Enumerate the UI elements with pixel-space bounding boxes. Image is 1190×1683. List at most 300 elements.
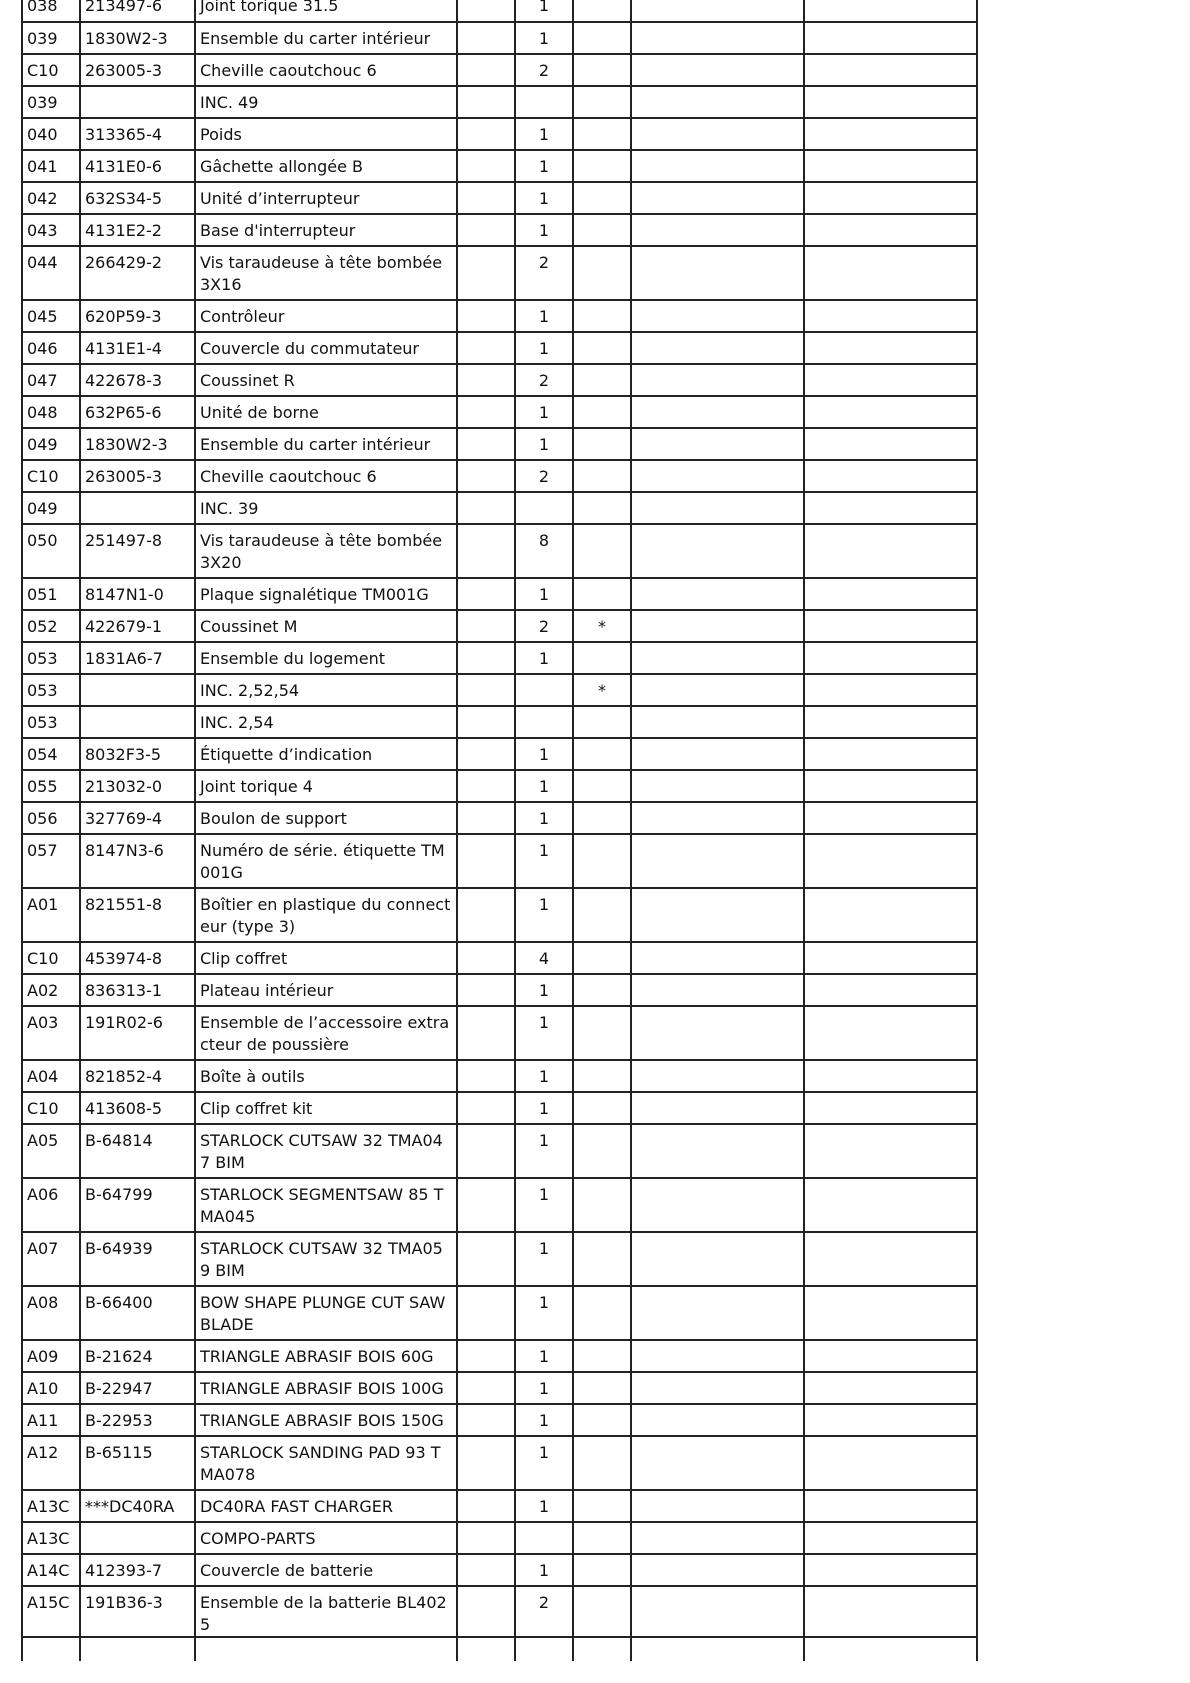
empty-cell (631, 802, 804, 834)
note-mark-cell (573, 332, 631, 364)
quantity-cell: 2 (515, 1586, 573, 1637)
quantity-cell: 1 (515, 332, 573, 364)
empty-cell (804, 118, 977, 150)
ref-cell (22, 1637, 80, 1661)
empty-cell (631, 610, 804, 642)
empty-cell (804, 214, 977, 246)
note-mark-cell (573, 1124, 631, 1178)
table-row (22, 610, 977, 642)
ref-cell: 044 (22, 246, 80, 300)
ref-cell: 048 (22, 396, 80, 428)
table-row (22, 888, 977, 942)
ref-cell: 039 (22, 86, 80, 118)
ref-cell: 039 (22, 22, 80, 54)
part-number-cell: 8147N3-6 (80, 834, 195, 888)
part-number-cell: 266429-2 (80, 246, 195, 300)
ref-cell: A07 (22, 1232, 80, 1286)
empty-cell (457, 674, 515, 706)
empty-cell (457, 642, 515, 674)
description-cell: Boulon de support (195, 802, 457, 834)
empty-cell (631, 1436, 804, 1490)
empty-cell (804, 1372, 977, 1404)
part-number-cell: 8147N1-0 (80, 578, 195, 610)
table-row (22, 834, 977, 888)
note-mark-cell (573, 1092, 631, 1124)
empty-cell (631, 1006, 804, 1060)
ref-cell: A11 (22, 1404, 80, 1436)
description-cell: Vis taraudeuse à tête bombée 3X20 (195, 524, 457, 578)
note-mark-cell (573, 1404, 631, 1436)
description-cell: Ensemble de l’accessoire extracteur de poussière (195, 1006, 457, 1060)
description-cell: Cheville caoutchouc 6 (195, 54, 457, 86)
empty-cell (631, 460, 804, 492)
description-cell: STARLOCK SANDING PAD 93 TMA078 (195, 1436, 457, 1490)
note-mark-cell: * (573, 610, 631, 642)
quantity-cell: 1 (515, 1232, 573, 1286)
part-number-cell: B-21624 (80, 1340, 195, 1372)
empty-cell (457, 1436, 515, 1490)
empty-cell (804, 246, 977, 300)
quantity-cell: 1 (515, 974, 573, 1006)
ref-cell: 053 (22, 642, 80, 674)
quantity-cell: 1 (515, 214, 573, 246)
empty-cell (631, 300, 804, 332)
table-row (22, 86, 977, 118)
empty-cell (631, 1490, 804, 1522)
empty-cell (457, 1372, 515, 1404)
quantity-cell: 1 (515, 118, 573, 150)
table-row (22, 706, 977, 738)
quantity-cell: 1 (515, 182, 573, 214)
empty-cell (804, 1124, 977, 1178)
table-row (22, 674, 977, 706)
empty-cell (457, 1554, 515, 1586)
empty-cell (457, 1404, 515, 1436)
empty-cell (457, 834, 515, 888)
empty-cell (804, 834, 977, 888)
ref-cell: 055 (22, 770, 80, 802)
empty-cell (804, 1006, 977, 1060)
part-number-cell: 1830W2-3 (80, 428, 195, 460)
quantity-cell: 1 (515, 396, 573, 428)
empty-cell (457, 54, 515, 86)
empty-cell (457, 332, 515, 364)
table-row (22, 1490, 977, 1522)
empty-cell (804, 1637, 977, 1661)
note-mark-cell (573, 642, 631, 674)
table-row (22, 738, 977, 770)
empty-cell (457, 1286, 515, 1340)
quantity-cell: 1 (515, 428, 573, 460)
part-number-cell: 263005-3 (80, 460, 195, 492)
quantity-cell: 1 (515, 1490, 573, 1522)
empty-cell (631, 332, 804, 364)
empty-cell (631, 738, 804, 770)
empty-cell (804, 332, 977, 364)
empty-cell (804, 54, 977, 86)
description-cell: Couvercle de batterie (195, 1554, 457, 1586)
empty-cell (631, 182, 804, 214)
quantity-cell: 2 (515, 364, 573, 396)
ref-cell: A05 (22, 1124, 80, 1178)
note-mark-cell (573, 974, 631, 1006)
table-row (22, 1232, 977, 1286)
ref-cell: 057 (22, 834, 80, 888)
empty-cell (631, 674, 804, 706)
table-row (22, 150, 977, 182)
ref-cell: 049 (22, 492, 80, 524)
note-mark-cell (573, 1436, 631, 1490)
part-number-cell: 4131E0-6 (80, 150, 195, 182)
empty-cell (631, 770, 804, 802)
note-mark-cell (573, 1522, 631, 1554)
table-row (22, 182, 977, 214)
ref-cell: 043 (22, 214, 80, 246)
empty-cell (457, 1092, 515, 1124)
note-mark-cell (573, 428, 631, 460)
table-row (22, 1006, 977, 1060)
table-row (22, 1436, 977, 1490)
empty-cell (804, 182, 977, 214)
table-row (22, 1178, 977, 1232)
quantity-cell: 1 (515, 1092, 573, 1124)
part-number-cell: 8032F3-5 (80, 738, 195, 770)
ref-cell: A09 (22, 1340, 80, 1372)
empty-cell (457, 1006, 515, 1060)
ref-cell: 038 (22, 0, 80, 22)
note-mark-cell (573, 300, 631, 332)
empty-cell (631, 0, 804, 22)
empty-cell (457, 1060, 515, 1092)
note-mark-cell (573, 738, 631, 770)
empty-cell (631, 1522, 804, 1554)
note-mark-cell (573, 460, 631, 492)
empty-cell (457, 942, 515, 974)
note-mark-cell (573, 0, 631, 22)
empty-cell (631, 1060, 804, 1092)
quantity-cell: 1 (515, 1436, 573, 1490)
empty-cell (457, 1490, 515, 1522)
empty-cell (457, 300, 515, 332)
table-row (22, 396, 977, 428)
ref-cell: A06 (22, 1178, 80, 1232)
empty-cell (804, 300, 977, 332)
table-row (22, 460, 977, 492)
table-row (22, 1286, 977, 1340)
empty-cell (804, 1436, 977, 1490)
part-number-cell: B-65115 (80, 1436, 195, 1490)
table-row (22, 1637, 977, 1661)
quantity-cell (515, 492, 573, 524)
part-number-cell (80, 86, 195, 118)
quantity-cell: 1 (515, 300, 573, 332)
note-mark-cell (573, 706, 631, 738)
empty-cell (457, 86, 515, 118)
description-cell: Vis taraudeuse à tête bombée 3X16 (195, 246, 457, 300)
empty-cell (631, 22, 804, 54)
ref-cell: 049 (22, 428, 80, 460)
description-cell: Étiquette d’indication (195, 738, 457, 770)
note-mark-cell (573, 834, 631, 888)
empty-cell (631, 524, 804, 578)
quantity-cell: 1 (515, 888, 573, 942)
empty-cell (804, 1554, 977, 1586)
empty-cell (457, 706, 515, 738)
description-cell: Plateau intérieur (195, 974, 457, 1006)
empty-cell (804, 578, 977, 610)
description-cell: Joint torique 4 (195, 770, 457, 802)
empty-cell (457, 1178, 515, 1232)
note-mark-cell (573, 888, 631, 942)
part-number-cell: 191R02-6 (80, 1006, 195, 1060)
empty-cell (457, 610, 515, 642)
empty-cell (804, 1060, 977, 1092)
empty-cell (631, 118, 804, 150)
part-number-cell: 213497-6 (80, 0, 195, 22)
table-row (22, 246, 977, 300)
ref-cell: 045 (22, 300, 80, 332)
ref-cell: C10 (22, 942, 80, 974)
quantity-cell: 1 (515, 1340, 573, 1372)
quantity-cell: 1 (515, 1554, 573, 1586)
note-mark-cell (573, 396, 631, 428)
part-number-cell: B-64814 (80, 1124, 195, 1178)
part-number-cell: 4131E1-4 (80, 332, 195, 364)
table-row (22, 642, 977, 674)
empty-cell (457, 738, 515, 770)
note-mark-cell (573, 182, 631, 214)
description-cell: Ensemble de la batterie BL4025 (195, 1586, 457, 1637)
ref-cell: A12 (22, 1436, 80, 1490)
empty-cell (804, 770, 977, 802)
empty-cell (804, 460, 977, 492)
ref-cell: A13C (22, 1490, 80, 1522)
empty-cell (804, 974, 977, 1006)
empty-cell (804, 674, 977, 706)
empty-cell (631, 974, 804, 1006)
description-cell: TRIANGLE ABRASIF BOIS 100G (195, 1372, 457, 1404)
empty-cell (631, 396, 804, 428)
empty-cell (457, 1232, 515, 1286)
quantity-cell: 1 (515, 770, 573, 802)
empty-cell (804, 706, 977, 738)
empty-cell (631, 1340, 804, 1372)
quantity-cell: 1 (515, 1124, 573, 1178)
empty-cell (631, 492, 804, 524)
description-cell: Boîtier en plastique du connecteur (type 3) (195, 888, 457, 942)
empty-cell (631, 1637, 804, 1661)
part-number-cell: 412393-7 (80, 1554, 195, 1586)
quantity-cell: 1 (515, 1060, 573, 1092)
table-row (22, 0, 977, 22)
table-row (22, 1586, 977, 1637)
note-mark-cell (573, 118, 631, 150)
part-number-cell (80, 674, 195, 706)
empty-cell (457, 578, 515, 610)
note-mark-cell (573, 1006, 631, 1060)
description-cell: INC. 2,52,54 (195, 674, 457, 706)
note-mark-cell (573, 364, 631, 396)
note-mark-cell (573, 802, 631, 834)
quantity-cell: 2 (515, 460, 573, 492)
quantity-cell: 1 (515, 150, 573, 182)
empty-cell (804, 86, 977, 118)
empty-cell (804, 1522, 977, 1554)
empty-cell (804, 942, 977, 974)
empty-cell (457, 492, 515, 524)
note-mark-cell: * (573, 674, 631, 706)
table-row (22, 802, 977, 834)
empty-cell (457, 0, 515, 22)
table-row (22, 214, 977, 246)
description-cell: Clip coffret (195, 942, 457, 974)
table-row (22, 428, 977, 460)
ref-cell: 052 (22, 610, 80, 642)
note-mark-cell (573, 54, 631, 86)
part-number-cell: 422679-1 (80, 610, 195, 642)
quantity-cell: 4 (515, 942, 573, 974)
quantity-cell: 1 (515, 22, 573, 54)
ref-cell: A10 (22, 1372, 80, 1404)
empty-cell (804, 1286, 977, 1340)
description-cell: BOW SHAPE PLUNGE CUT SAWBLADE (195, 1286, 457, 1340)
description-cell: Unité de borne (195, 396, 457, 428)
quantity-cell: 1 (515, 1404, 573, 1436)
note-mark-cell (573, 246, 631, 300)
part-number-cell: 1831A6-7 (80, 642, 195, 674)
quantity-cell: 2 (515, 54, 573, 86)
empty-cell (804, 1092, 977, 1124)
description-cell: COMPO-PARTS (195, 1522, 457, 1554)
parts-list-table (21, 0, 978, 1661)
empty-cell (457, 246, 515, 300)
ref-cell: 041 (22, 150, 80, 182)
empty-cell (631, 888, 804, 942)
table-row (22, 524, 977, 578)
empty-cell (804, 1586, 977, 1637)
empty-cell (804, 1404, 977, 1436)
empty-cell (804, 364, 977, 396)
note-mark-cell (573, 1178, 631, 1232)
empty-cell (631, 1092, 804, 1124)
empty-cell (804, 888, 977, 942)
empty-cell (804, 22, 977, 54)
empty-cell (457, 118, 515, 150)
description-cell: Ensemble du logement (195, 642, 457, 674)
ref-cell: A15C (22, 1586, 80, 1637)
empty-cell (804, 610, 977, 642)
empty-cell (631, 1124, 804, 1178)
part-number-cell: 1830W2-3 (80, 22, 195, 54)
ref-cell: 051 (22, 578, 80, 610)
description-cell: INC. 39 (195, 492, 457, 524)
part-number-cell: 4131E2-2 (80, 214, 195, 246)
empty-cell (457, 1586, 515, 1637)
ref-cell: 054 (22, 738, 80, 770)
note-mark-cell (573, 1637, 631, 1661)
empty-cell (804, 802, 977, 834)
table-row (22, 1092, 977, 1124)
ref-cell: C10 (22, 54, 80, 86)
part-number-cell: 632S34-5 (80, 182, 195, 214)
part-number-cell: 191B36-3 (80, 1586, 195, 1637)
empty-cell (457, 1124, 515, 1178)
ref-cell: 053 (22, 674, 80, 706)
note-mark-cell (573, 150, 631, 182)
empty-cell (457, 396, 515, 428)
quantity-cell: 1 (515, 738, 573, 770)
description-cell: DC40RA FAST CHARGER (195, 1490, 457, 1522)
empty-cell (804, 642, 977, 674)
empty-cell (457, 888, 515, 942)
empty-cell (804, 1490, 977, 1522)
empty-cell (804, 524, 977, 578)
quantity-cell (515, 674, 573, 706)
description-cell: TRIANGLE ABRASIF BOIS 150G (195, 1404, 457, 1436)
part-number-cell: 422678-3 (80, 364, 195, 396)
empty-cell (457, 460, 515, 492)
ref-cell: A14C (22, 1554, 80, 1586)
note-mark-cell (573, 1586, 631, 1637)
part-number-cell: 821551-8 (80, 888, 195, 942)
table-row (22, 300, 977, 332)
note-mark-cell (573, 1340, 631, 1372)
table-row (22, 1060, 977, 1092)
part-number-cell: 836313-1 (80, 974, 195, 1006)
part-number-cell: 620P59-3 (80, 300, 195, 332)
empty-cell (631, 1404, 804, 1436)
empty-cell (631, 1372, 804, 1404)
description-cell: Joint torique 31.5 (195, 0, 457, 22)
empty-cell (457, 22, 515, 54)
ref-cell: 047 (22, 364, 80, 396)
note-mark-cell (573, 492, 631, 524)
empty-cell (804, 492, 977, 524)
part-number-cell: 453974-8 (80, 942, 195, 974)
ref-cell: A03 (22, 1006, 80, 1060)
ref-cell: 046 (22, 332, 80, 364)
quantity-cell: 1 (515, 1372, 573, 1404)
part-number-cell: 821852-4 (80, 1060, 195, 1092)
table-row (22, 54, 977, 86)
empty-cell (457, 1340, 515, 1372)
empty-cell (631, 428, 804, 460)
table-row (22, 22, 977, 54)
note-mark-cell (573, 1060, 631, 1092)
note-mark-cell (573, 942, 631, 974)
empty-cell (631, 214, 804, 246)
part-number-cell: 313365-4 (80, 118, 195, 150)
part-number-cell (80, 1522, 195, 1554)
quantity-cell: 1 (515, 642, 573, 674)
empty-cell (804, 428, 977, 460)
part-number-cell: B-22947 (80, 1372, 195, 1404)
description-cell: Contrôleur (195, 300, 457, 332)
table-row (22, 942, 977, 974)
quantity-cell: 1 (515, 578, 573, 610)
part-number-cell (80, 492, 195, 524)
part-number-cell: B-66400 (80, 1286, 195, 1340)
description-cell: TRIANGLE ABRASIF BOIS 60G (195, 1340, 457, 1372)
part-number-cell: 263005-3 (80, 54, 195, 86)
note-mark-cell (573, 524, 631, 578)
description-cell: INC. 49 (195, 86, 457, 118)
empty-cell (804, 1340, 977, 1372)
quantity-cell: 2 (515, 246, 573, 300)
table-row (22, 1554, 977, 1586)
description-cell: STARLOCK CUTSAW 32 TMA059 BIM (195, 1232, 457, 1286)
ref-cell: C10 (22, 1092, 80, 1124)
